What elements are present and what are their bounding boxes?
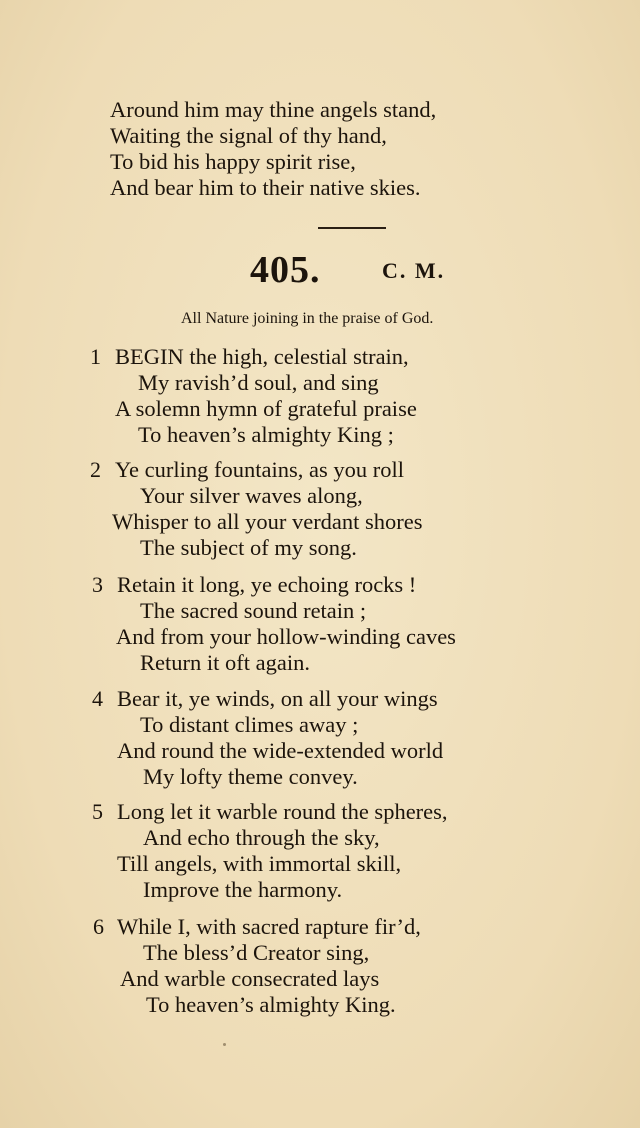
- stanza-line: Around him may thine angels stand,: [110, 97, 437, 122]
- stanza-line: My lofty theme convey.: [143, 764, 358, 789]
- stanza-line: To heaven’s almighty King ;: [138, 422, 394, 447]
- stanza-line: The bless’d Creator sing,: [143, 940, 370, 965]
- stanza-line: Return it oft again.: [140, 650, 310, 675]
- stanza-number: 1: [90, 344, 101, 369]
- stanza-number: 6: [93, 914, 104, 939]
- stanza-line: And from your hollow-winding caves: [116, 624, 456, 649]
- stanza-line: Bear it, ye winds, on all your wings: [117, 686, 438, 711]
- section-divider: [318, 227, 386, 229]
- stanza-line: Till angels, with immortal skill,: [117, 851, 402, 876]
- hymn-number: 405.: [250, 249, 321, 291]
- stanza-number: 2: [90, 457, 101, 482]
- stanza-line: To bid his happy spirit rise,: [110, 149, 356, 174]
- hymn-subtitle: All Nature joining in the praise of God.: [181, 310, 434, 327]
- stanza-line: Ye curling fountains, as you roll: [115, 457, 404, 482]
- stanza-line: And warble consecrated lays: [120, 966, 380, 991]
- stanza-line: BEGIN the high, celestial strain,: [115, 344, 409, 369]
- stanza-line: Waiting the signal of thy hand,: [110, 123, 387, 148]
- stanza-line: And round the wide-extended world: [117, 738, 444, 763]
- stanza-line: And echo through the sky,: [143, 825, 380, 850]
- hymn-meter: C. M.: [382, 258, 446, 283]
- stanza-line: Retain it long, ye echoing rocks !: [117, 572, 417, 597]
- stanza-line: And bear him to their native skies.: [110, 175, 421, 200]
- stanza-number: 3: [92, 572, 103, 597]
- paper-speck: [223, 1043, 226, 1046]
- stanza-line: The subject of my song.: [140, 535, 357, 560]
- stanza-line: To distant climes away ;: [140, 712, 359, 737]
- stanza-line: My ravish’d soul, and sing: [138, 370, 379, 395]
- stanza-line: Improve the harmony.: [143, 877, 343, 902]
- stanza-line: Long let it warble round the spheres,: [117, 799, 448, 824]
- stanza-line: Whisper to all your verdant shores: [112, 509, 423, 534]
- stanza-line: Your silver waves along,: [140, 483, 363, 508]
- stanza-line: A solemn hymn of grateful praise: [115, 396, 417, 421]
- stanza-number: 5: [92, 799, 103, 824]
- stanza-line: While I, with sacred rapture fir’d,: [117, 914, 421, 939]
- stanza-line: To heaven’s almighty King.: [146, 992, 396, 1017]
- stanza-number: 4: [92, 686, 103, 711]
- stanza-line: The sacred sound retain ;: [140, 598, 367, 623]
